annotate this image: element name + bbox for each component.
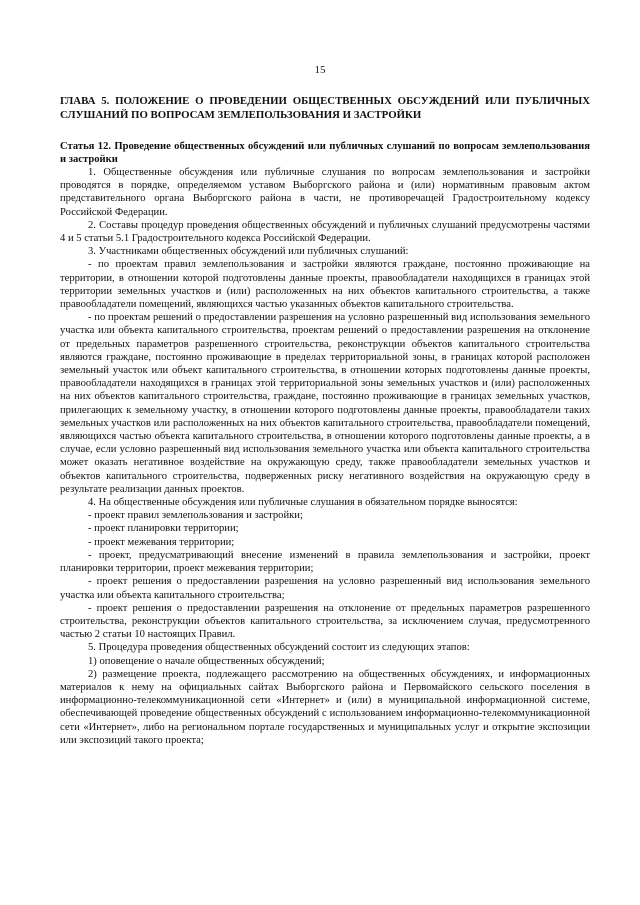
paragraph: - по проектам решений о предоставлении разрешения на условно разрешенный вид использования земельного участка или объекта капитального строительства, проектам решений о предоставлении разрешения на отклонение от предельных параметров разрешенного строительства, реконструкции объектов капитального строительства являются граждане, постоянно проживающие в пределах территориальной зоны, в границах которой расположен земельный участок или объект капитального строительства, в отношении которых подготовлены данные проекты, правообладатели находящихся в границах этой территориальной зоны земельных участков и (или) расположенных на них объектов капитального строительства, граждане, постоянно проживающие в границах земельных участков, прилегающих к земельному участку, в отношении которого подготовлены данные проекты, правообладатели таких земельных участков или расположенных на них объектов капитального строительства, правообладатели помещений, являющихся частью объекта капитального строительства, в отношении которого подготовлены данные проекты, а в случае, если условно разрешенный вид использования земельного участка или объекта капитального строительства может оказать негативное воздействие на окружающую среду, также правообладатели земельных участков и объектов капитального строительства, подверженных риску негативного воздействия на окружающую среду в результате реализации данных проектов. bbox=[60, 312, 590, 495]
list-item: - проект, предусматривающий внесение изменений в правила землепользования и застройки, проект планировки территории, проект межевания территории; bbox=[60, 549, 590, 575]
paragraph: 5. Процедура проведения общественных обсуждений состоит из следующих этапов: bbox=[88, 642, 470, 654]
list-item: 2) размещение проекта, подлежащего рассмотрению на общественных обсуждениях, и информационных материалов к нему на официальных сайтах Выборгского района и Первомайского сельского поселения в информационно-телекоммуникационной сети «Интернет» и (или) в муниципальной информационной системе, обеспечивающей проведение общественных обсуждений с использованием информационно-телекоммуникационной сети «Интернет», либо на региональном портале государственных и муниципальных услуг и открытие экспозиции или экспозиций такого проекта; bbox=[60, 668, 590, 746]
paragraph: 1. Общественные обсуждения или публичные слушания по вопросам землепользования и застройки проводятся в порядке, определяемом уставом Выборгского района и (или) нормативным правовым актом представительного органа Выборгского района в части, не противоречащей Градостроительному кодексу Российской Федерации. bbox=[60, 167, 590, 218]
paragraph: 3. Участниками общественных обсуждений или публичных слушаний: bbox=[88, 246, 409, 258]
list-item: - проект правил землепользования и застройки; bbox=[88, 510, 303, 522]
list-item: 1) оповещение о начале общественных обсуждений; bbox=[88, 655, 325, 667]
article-body bbox=[60, 166, 590, 747]
chapter-title: ГЛАВА 5. ПОЛОЖЕНИЕ О ПРОВЕДЕНИИ ОБЩЕСТВЕННЫХ ОБСУЖДЕНИЙ ИЛИ ПУБЛИЧНЫХ СЛУШАНИЙ ПО ВОПРОСАМ ЗЕМЛЕПОЛЬЗОВАНИЯ И ЗАСТРОЙКИ bbox=[60, 95, 590, 121]
list-item: - проект решения о предоставлении разрешения на отклонение от предельных параметров разрешенного строительства, реконструкции объектов капитального строительства, за исключением случая, предусмотренного частью 2 статьи 10 настоящих Правил. bbox=[60, 602, 590, 641]
paragraph: 4. На общественные обсуждения или публичные слушания в обязательном порядке выносятся: bbox=[88, 497, 518, 509]
list-item: - проект планировки территории; bbox=[88, 523, 239, 535]
list-item: - проект решения о предоставлении разрешения на условно разрешенный вид использования земельного участка или объекта капитального строительства; bbox=[60, 576, 590, 601]
article-title: Статья 12. Проведение общественных обсуждений или публичных слушаний по вопросам землепользования и застройки bbox=[60, 141, 590, 166]
paragraph: - по проектам правил землепользования и застройки являются граждане, постоянно проживающие на территории, в отношении которой подготовлены данные проекты, правообладатели находящихся в границах этой территории земельных участков и (или) расположенных на них объектов капитального строительства, а также правообладатели помещений, являющихся частью указанных объектов капитального строительства. bbox=[60, 259, 590, 311]
paragraph: 2. Составы процедур проведения общественных обсуждений и публичных слушаний предусмотрены частями 4 и 5 статьи 5.1 Градостроительного кодекса Российской Федерации. bbox=[60, 219, 590, 245]
page-number: 15 bbox=[314, 64, 326, 76]
list-item: - проект межевания территории; bbox=[88, 536, 235, 548]
